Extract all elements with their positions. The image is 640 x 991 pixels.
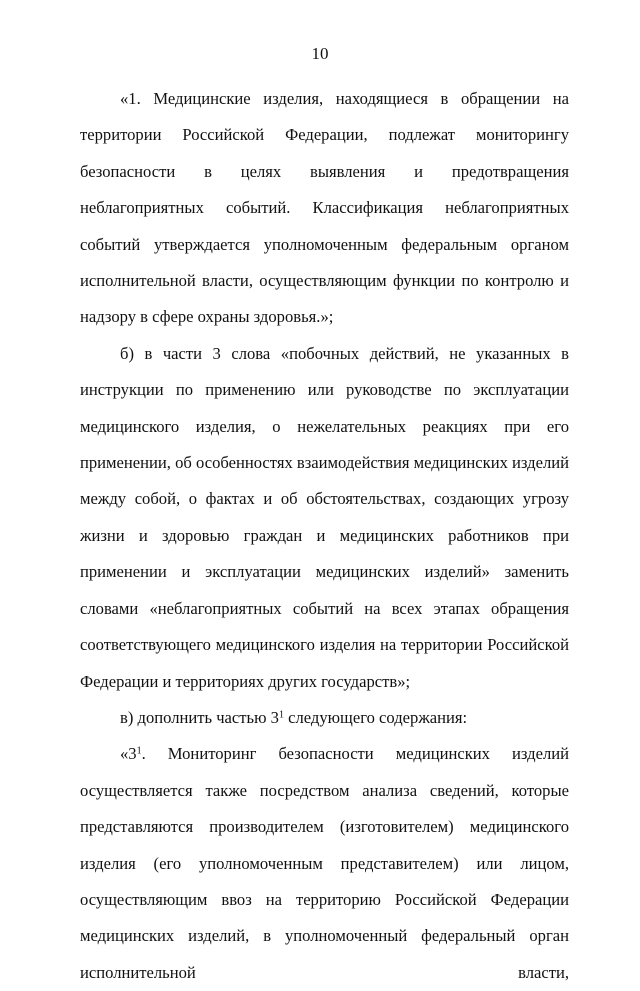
page-number: 10 [311,44,329,63]
paragraph-part-3-1 [80,736,569,991]
paragraph-part-3-1-text: . Мониторинг безопасности медицинских изделий осуществляется также посредством анализа сведений, которые представляются производителем (изготовителем) медицинского изделия (его уполномоченным представителем) или лицом, осуществляющим ввоз на территорию Российской Федерации медицинских изделий, в уполномоченный федеральный орган исполнительной власти, [80,744,569,982]
paragraph-item-1: «1. Медицинские изделия, находящиеся в обращении на территории Российской Федерации, подлежат мониторингу безопасности в целях выявления и предотвращения неблагоприятных событий. Классификация неблагоприятных событий утверждается уполномоченным федеральным органом исполнительной власти, осуществляющим функции по контролю и надзору в сфере охраны здоровья.»; [80,89,569,327]
paragraph-part-3-1-start: «3 [120,744,137,764]
superscript-index: 1 [136,745,142,757]
paragraph-item-b: б) в части 3 слова «побочных действий, не указанных в инструкции по применению или руководстве по эксплуатации медицинского изделия, о нежелательных реакциях при его применении, об особенностях взаимодействия медицинских изделий между собой, о фактах и об обстоятельствах, создающих угрозу жизни и здоровью граждан и медицинских работников при применении и эксплуатации медицинских изделий» заменить словами «неблагоприятных событий на всех этапах обращения соответствующего медицинского изделия на территории Российской Федерации и территориях других государств»; [80,343,570,691]
superscript-index: 1 [278,709,284,721]
document-body [80,81,569,991]
paragraph-item-v [80,700,569,736]
paragraph-item-v-text: в) дополнить частью 3 [120,707,279,727]
paragraph-item-v-text-end: следующего содержания: [283,707,468,727]
